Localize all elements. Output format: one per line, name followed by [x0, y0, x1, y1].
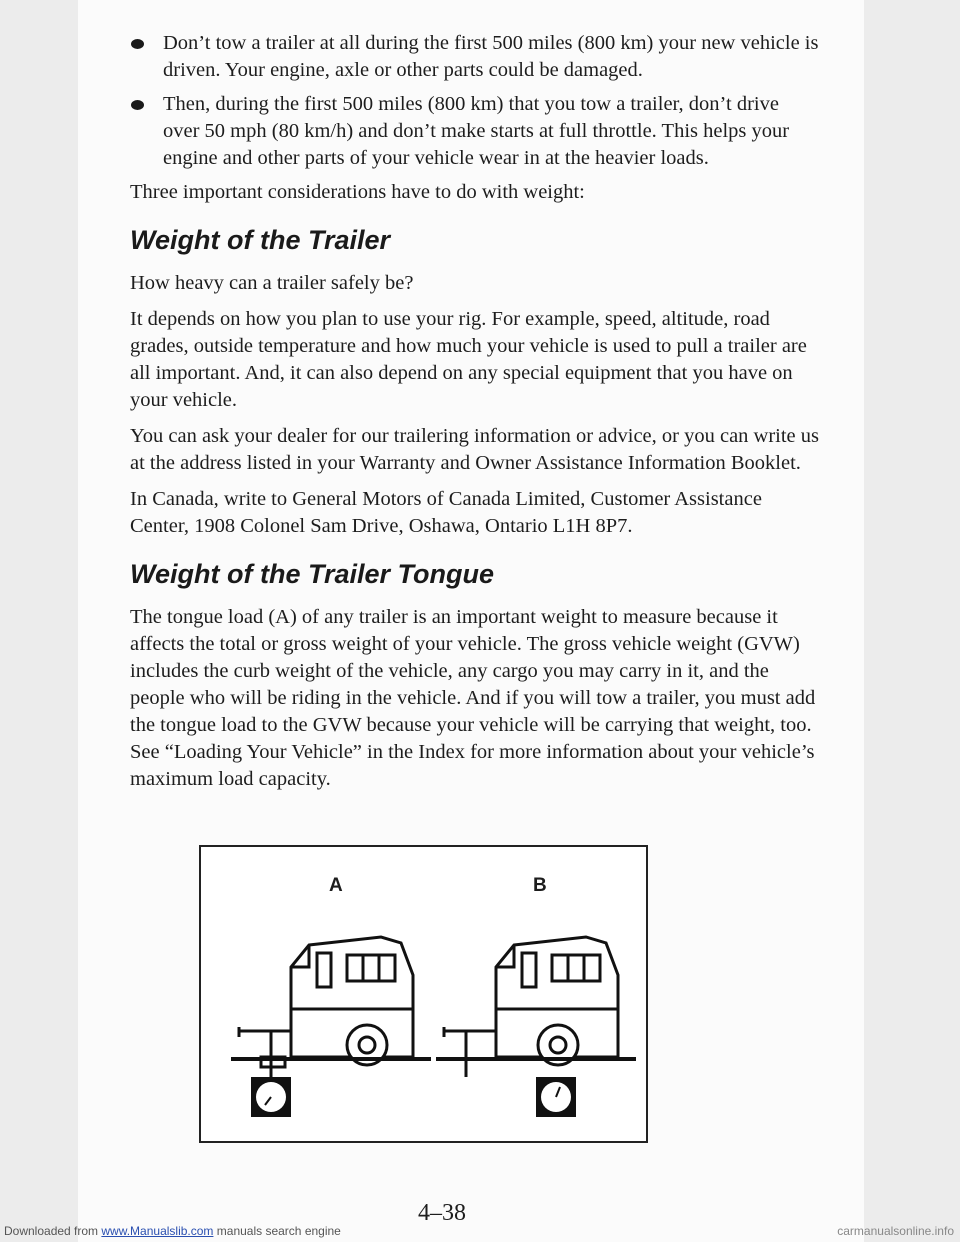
watermark-footer: carmanualsonline.info — [837, 1224, 954, 1238]
page-content — [130, 30, 820, 802]
bullet-text: Don’t tow a trailer at all during the first 500 miles (800 km) your new vehicle is driven. Your engine, axle or other parts could be damaged. — [163, 32, 819, 81]
bullet-icon — [131, 100, 144, 110]
manualslib-link[interactable]: www.Manualslib.com — [101, 1224, 214, 1238]
download-footer — [4, 1224, 341, 1238]
trailer-scale-illustration-a — [231, 927, 431, 1117]
section-heading-trailer-weight: Weight of the Trailer — [130, 225, 391, 255]
bullet-text: Then, during the first 500 miles (800 km) that you tow a trailer, don’t drive over 50 mph (80 km/h) and don’t make starts at full throttle. This helps your engine and other parts of your vehicle wear in at the heavier loads. — [163, 93, 790, 169]
bullet-item — [130, 30, 820, 84]
paragraph: You can ask your dealer for our trailering information or advice, or you can write us at the address listed in your Warranty and Owner Assistance Information Booklet. — [130, 425, 820, 474]
section-heading-tongue-weight: Weight of the Trailer Tongue — [130, 559, 495, 589]
bullet-icon — [131, 39, 144, 49]
bullet-item — [130, 91, 820, 172]
footer-suffix: manuals search engine — [213, 1224, 341, 1238]
figure-label-b: B — [533, 875, 547, 896]
manual-page — [78, 0, 864, 1242]
paragraph: In Canada, write to General Motors of Canada Limited, Customer Assistance Center, 1908 Colonel Sam Drive, Oshawa, Ontario L1H 8P7. — [130, 488, 762, 537]
trailer-weight-figure — [199, 845, 648, 1143]
footer-prefix: Downloaded from — [4, 1224, 102, 1238]
page-number: 4–38 — [418, 1200, 466, 1226]
figure-label-a: A — [329, 875, 343, 896]
paragraph: The tongue load (A) of any trailer is an important weight to measure because it affects the total or gross weight of your vehicle. The gross vehicle weight (GVW) includes the curb weight of the vehicle, any cargo you may carry in it, and the people who will be riding in the vehicle. And if you will tow a trailer, you must add the tongue load to the GVW because your vehicle will be carrying that weight, too. See “Loading Your Vehicle” in the Index for more information about your vehicle’s maximum load capacity. — [130, 606, 816, 790]
trailer-scale-illustration-b — [436, 927, 636, 1117]
paragraph: How heavy can a trailer safely be? — [130, 272, 414, 294]
intro-paragraph: Three important considerations have to do with weight: — [130, 181, 585, 203]
paragraph: It depends on how you plan to use your rig. For example, speed, altitude, road grades, outside temperature and how much your vehicle is used to pull a trailer are all important. And, it can also depend on any special equipment that you have on your vehicle. — [130, 308, 807, 411]
